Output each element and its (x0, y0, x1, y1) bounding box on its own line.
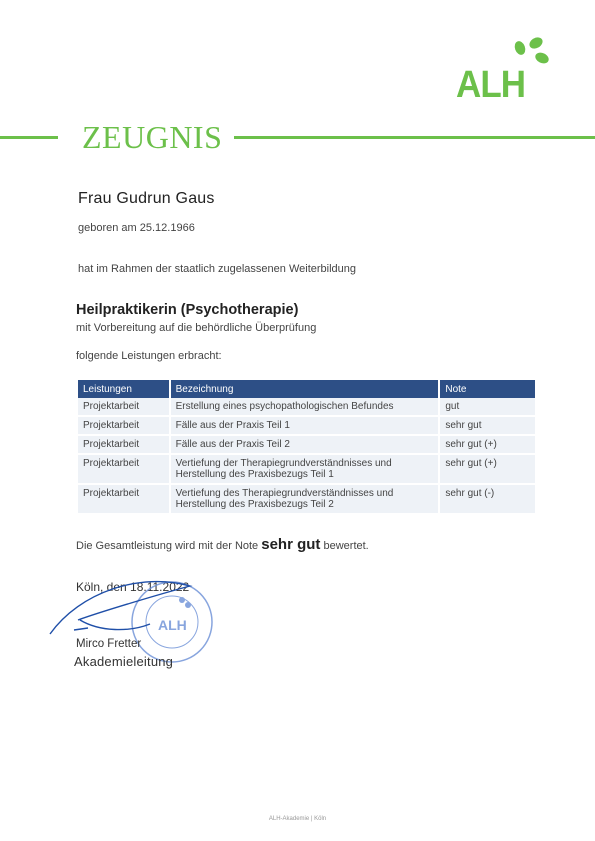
grades-table (78, 380, 535, 515)
cell-description: Vertiefung der Therapiegrundverständnisses und Herstellung des Praxisbezugs Teil 1 (170, 454, 440, 484)
course-subtitle: mit Vorbereitung auf die behördliche Überprüfung (76, 322, 317, 334)
col-header-note: Note (439, 380, 535, 398)
title-rule-left (0, 136, 58, 139)
summary-after: bewertet. (320, 540, 369, 552)
cell-grade: sehr gut (439, 416, 535, 435)
title-rule-right (232, 136, 595, 139)
recipient-name: Frau Gudrun Gaus (78, 190, 215, 207)
cell-description: Erstellung eines psychopathologischen Befundes (170, 398, 440, 416)
place-date: Köln, den 18.11.2022 (76, 580, 190, 594)
cell-type: Projektarbeit (78, 398, 170, 416)
logo-text: ALH (456, 64, 526, 106)
cell-type: Projektarbeit (78, 435, 170, 454)
footer: ALH-Akademie | Köln (268, 816, 327, 822)
table-row (78, 435, 535, 454)
table-header-row (78, 380, 535, 398)
summary-before: Die Gesamtleistung wird mit der Note (76, 540, 262, 552)
signer-name: Mirco Fretter (76, 638, 142, 650)
table-row (78, 484, 535, 514)
col-header-bezeichnung: Bezeichnung (170, 380, 440, 398)
stamp-icon (132, 582, 212, 662)
cell-grade: sehr gut (+) (439, 435, 535, 454)
cell-type: Projektarbeit (78, 416, 170, 435)
lead-text: folgende Leistungen erbracht: (76, 350, 222, 362)
intro-text: hat im Rahmen der staatlich zugelassenen Weiterbildung (78, 263, 357, 275)
cell-grade: sehr gut (-) (439, 484, 535, 514)
table-row (78, 398, 535, 416)
birth-date: geboren am 25.12.1966 (78, 222, 195, 234)
cell-grade: gut (439, 398, 535, 416)
cell-type: Projektarbeit (78, 484, 170, 514)
overall-result (76, 536, 369, 553)
table-row (78, 416, 535, 435)
signer-role: Akademieleitung (74, 654, 174, 669)
overall-grade: sehr gut (261, 536, 321, 553)
alh-logo (456, 34, 556, 104)
cell-description: Fälle aus der Praxis Teil 1 (170, 416, 440, 435)
cell-grade: sehr gut (+) (439, 454, 535, 484)
page-title: ZEUGNIS (70, 117, 234, 157)
cell-description: Vertiefung des Therapiegrundverständnisses und Herstellung des Praxisbezugs Teil 2 (170, 484, 440, 514)
cell-type: Projektarbeit (78, 454, 170, 484)
col-header-leistungen: Leistungen (78, 380, 170, 398)
svg-text:ALH: ALH (158, 617, 187, 633)
table-row (78, 454, 535, 484)
course-title: Heilpraktikerin (Psychotherapie) (76, 302, 299, 318)
cell-description: Fälle aus der Praxis Teil 2 (170, 435, 440, 454)
